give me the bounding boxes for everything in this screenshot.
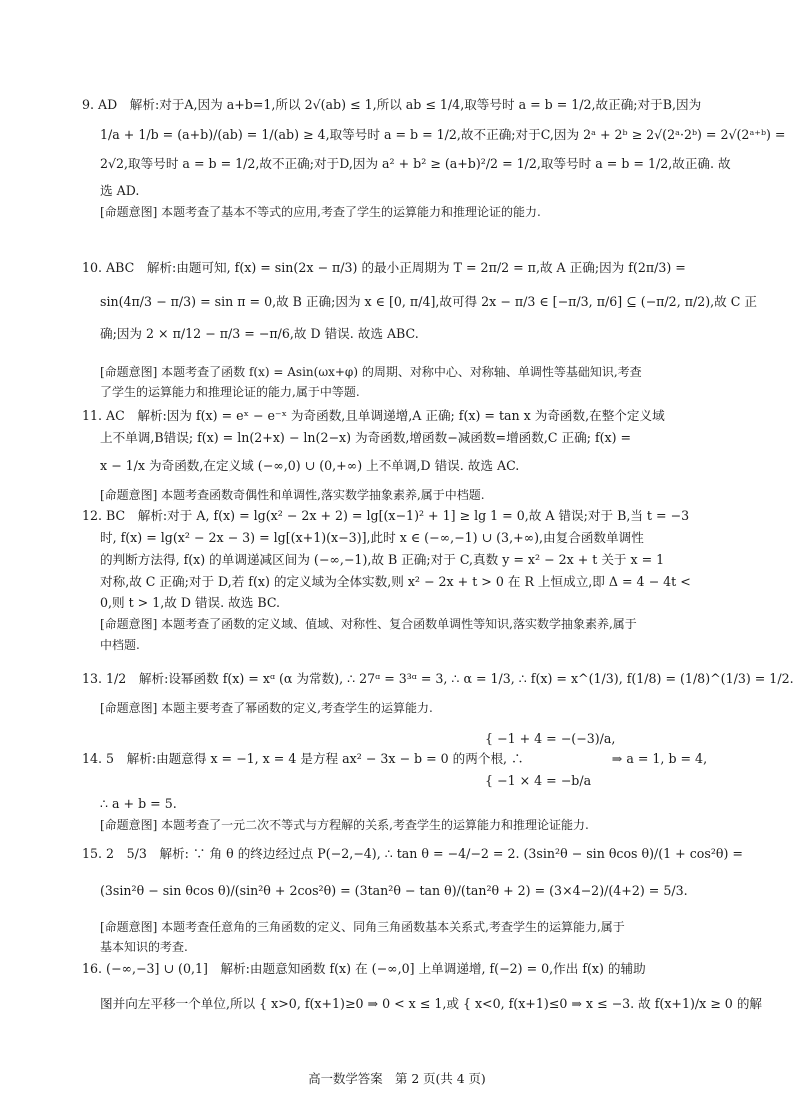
q10-intent-1: [命题意图] 本题考查了函数 f(x) = Asin(ωx+φ) 的周期、对称中心、对称轴、单调性等基础知识,考查 [100, 365, 642, 379]
q11-line-3: x − 1/x 为奇函数,在定义域 (−∞,0) ∪ (0,+∞) 上不单调,D 错误. 故选 AC. [100, 458, 520, 473]
q10-intent-2: 了学生的运算能力和推理论证的能力,属于中等题. [100, 385, 360, 399]
q12-line-2: 时, f(x) = lg(x² − 2x − 3) = lg[(x+1)(x−3)],此时 x ∈ (−∞,−1) ∪ (3,+∞),由复合函数单调性 [100, 530, 644, 545]
q12-intent-2: 中档题. [100, 638, 140, 652]
q9-line-4: 选 AD. [100, 183, 140, 198]
q12-line-3: 的判断方法得, f(x) 的单调递减区间为 (−∞,−1),故 B 正确;对于 C,真数 y = x² − 2x + t 关于 x = 1 [100, 552, 665, 567]
q12-line-4: 对称,故 C 正确;对于 D,若 f(x) 的定义域为全体实数,则 x² − 2x + t > 0 在 R 上恒成立,即 Δ = 4 − 4t < [100, 574, 691, 589]
q11-intent: [命题意图] 本题考查函数奇偶性和单调性,落实数学抽象素养,属于中档题. [100, 488, 485, 502]
q9-intent: [命题意图] 本题考查了基本不等式的应用,考查了学生的运算能力和推理论证的能力. [100, 205, 541, 219]
q12-line-1: 12. BC 解析:对于 A, f(x) = lg(x² − 2x + 2) = lg[(x−1)² + 1] ≥ lg 1 = 0,故 A 错误;对于 B,当 t = −3 [82, 508, 690, 523]
q11-line-2: 上不单调,B错误; f(x) = ln(2+x) − ln(2−x) 为奇函数,增函数−减函数=增函数,C 正确; f(x) = [100, 430, 632, 445]
q10-line-3: 确;因为 2 × π/12 − π/3 = −π/6,故 D 错误. 故选 ABC. [100, 326, 419, 341]
q13-intent: [命题意图] 本题主要考查了幂函数的定义,考查学生的运算能力. [100, 701, 433, 715]
q11-line-1: 11. AC 解析:因为 f(x) = eˣ − e⁻ˣ 为奇函数,且单调递增,A 正确; f(x) = tan x 为奇函数,在整个定义域 [82, 408, 665, 423]
q14-line-2: 14. 5 解析:由题意得 x = −1, x = 4 是方程 ax² − 3x − b = 0 的两个根, ∴ ⇒ a = 1, b = 4, [82, 751, 708, 766]
q14-line-3: { −1 × 4 = −b/a [82, 773, 592, 788]
q15-intent-2: 基本知识的考查. [100, 940, 188, 954]
q15-line-2: (3sin²θ − sin θcos θ)/(sin²θ + 2cos²θ) = (3tan²θ − tan θ)/(tan²θ + 2) = (3×4−2)/(4+2) = 5/3. [100, 883, 688, 898]
q15-line-1: 15. 2 5/3 解析: ∵ 角 θ 的终边经过点 P(−2,−4), ∴ tan θ = −4/−2 = 2. (3sin²θ − sin θcos θ)/(1 + cos²θ) = [82, 846, 743, 861]
q16-line-2: 图并向左平移一个单位,所以 { x>0, f(x+1)≥0 ⇒ 0 < x ≤ 1,或 { x<0, f(x+1)≤0 ⇒ x ≤ −3. 故 f(x+1)/x ≥ 0 的解 [100, 996, 763, 1011]
q10-line-1: 10. ABC 解析:由题可知, f(x) = sin(2x − π/3) 的最小正周期为 T = 2π/2 = π,故 A 正确;因为 f(2π/3) = [82, 260, 686, 275]
q15-intent-1: [命题意图] 本题考查任意角的三角函数的定义、同角三角函数基本关系式,考查学生的运算能力,属于 [100, 920, 625, 934]
q12-line-5: 0,则 t > 1,故 D 错误. 故选 BC. [100, 595, 281, 610]
q9-line-3: 2√2,取等号时 a = b = 1/2,故不正确;对于D,因为 a² + b² ≥ (a+b)²/2 = 1/2,取等号时 a = b = 1/2,故正确. 故 [100, 156, 731, 171]
q16-line-1: 16. (−∞,−3] ∪ (0,1] 解析:由题意知函数 f(x) 在 (−∞,0] 上单调递增, f(−2) = 0,作出 f(x) 的辅助 [82, 961, 646, 976]
page-footer: 高一数学答案 第 2 页(共 4 页) [308, 1071, 486, 1086]
q10-line-2: sin(4π/3 − π/3) = sin π = 0,故 B 正确;因为 x ∈ [0, π/4],故可得 2x − π/3 ∈ [−π/3, π/6] ⊆ (−π/2, π/2),故 C 正 [100, 294, 757, 309]
q9-line-1: 9. AD 解析:对于A,因为 a+b=1,所以 2√(ab) ≤ 1,所以 ab ≤ 1/4,取等号时 a = b = 1/2,故正确;对于B,因为 [82, 97, 702, 112]
q14-line-4: ∴ a + b = 5. [100, 796, 177, 811]
q9-line-2: 1/a + 1/b = (a+b)/(ab) = 1/(ab) ≥ 4,取等号时 a = b = 1/2,故不正确;对于C,因为 2ᵃ + 2ᵇ ≥ 2√(2ᵃ·2ᵇ) = 2√(2ᵃ⁺ᵇ) = [100, 127, 786, 142]
q14-line-1: { −1 + 4 = −(−3)/a, [82, 731, 616, 746]
q14-intent: [命题意图] 本题考查了一元二次不等式与方程解的关系,考查学生的运算能力和推理论证能力. [100, 818, 589, 832]
q12-intent-1: [命题意图] 本题考查了函数的定义域、值域、对称性、复合函数单调性等知识,落实数学抽象素养,属于 [100, 617, 637, 631]
q13-line-1: 13. 1/2 解析:设幂函数 f(x) = xᵅ (α 为常数), ∴ 27ᵅ = 3³ᵅ = 3, ∴ α = 1/3, ∴ f(x) = x^(1/3), f(1/8) = (1/8)^(1/3) = 1/2. [82, 671, 794, 686]
